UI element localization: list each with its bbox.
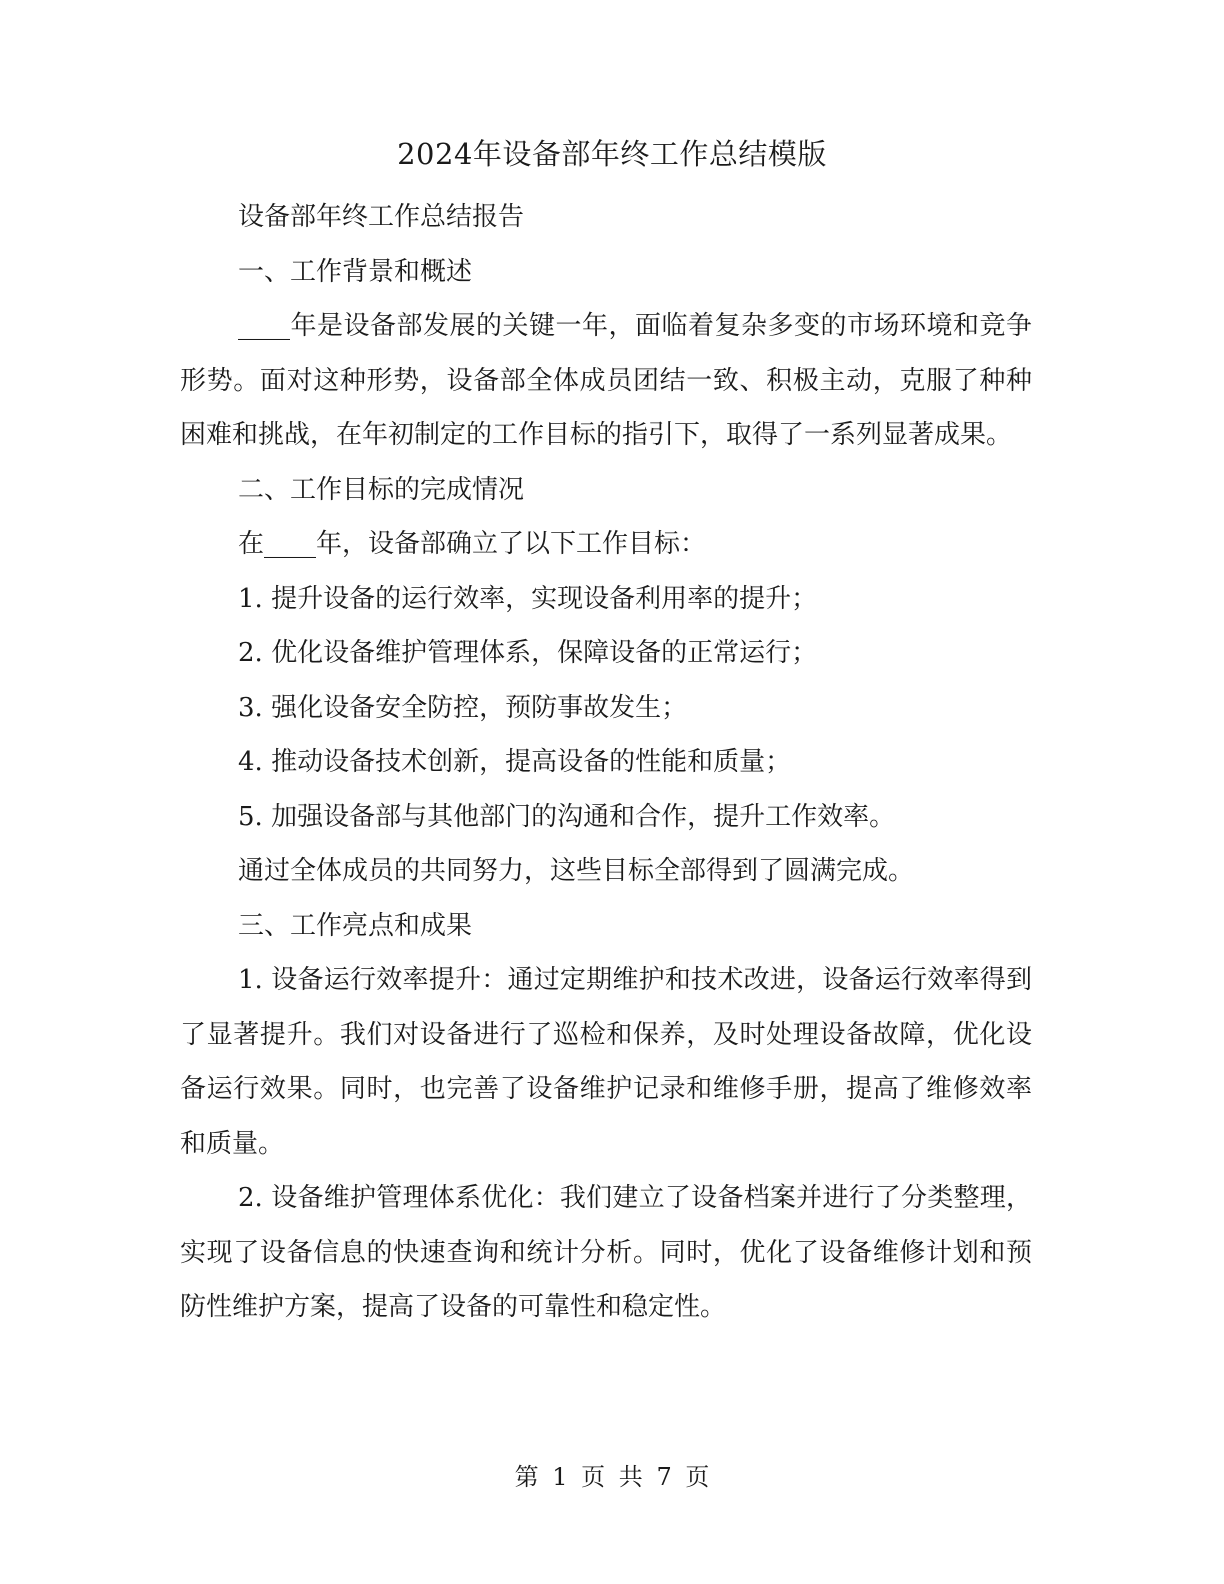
paragraph-goals-summary: 通过全体成员的共同努力，这些目标全部得到了圆满完成。	[238, 856, 915, 886]
paragraph-goals-intro: 在____年，设备部确立了以下工作目标：	[238, 529, 707, 559]
paragraph-background: ____年是设备部发展的关键一年，面临着复杂多变的市场环境和竞争形势。面对这种形势，设备部全体成员团结一致、积极主动，克服了种种困难和挑战，在年初制定的工作目标的指引下，取得了一系列显著成果。	[180, 311, 1032, 450]
goal-item-1: 1. 提升设备的运行效率，实现设备利用率的提升；	[238, 583, 818, 614]
highlight-item-1: 1. 设备运行效率提升：通过定期维护和技术改进，设备运行效率得到了显著提升。我们对设备进行了巡检和保养，及时处理设备故障，优化设备运行效果。同时，也完善了设备维护记录和维修手册，提高了维修效率和质量。	[180, 965, 1032, 1159]
document-body	[180, 190, 1032, 1335]
goal-item-3: 3. 强化设备安全防控，预防事故发生；	[238, 692, 688, 723]
section-heading-background: 一、工作背景和概述	[238, 256, 473, 287]
report-heading: 设备部年终工作总结报告	[238, 202, 525, 232]
section-heading-highlights: 三、工作亮点和成果	[238, 910, 473, 941]
page-footer: 第 1 页 共 7 页	[514, 1463, 710, 1491]
document-title: 2024年设备部年终工作总结模版	[397, 137, 827, 171]
goal-item-5: 5. 加强设备部与其他部门的沟通和合作，提升工作效率。	[238, 801, 896, 832]
highlight-item-2: 2. 设备维护管理体系优化：我们建立了设备档案并进行了分类整理，实现了设备信息的快速查询和统计分析。同时，优化了设备维修计划和预防性维护方案，提高了设备的可靠性和稳定性。	[180, 1183, 1032, 1322]
section-heading-goals: 二、工作目标的完成情况	[238, 474, 525, 505]
goal-item-4: 4. 推动设备技术创新，提高设备的性能和质量；	[238, 747, 792, 777]
goal-item-2: 2. 优化设备维护管理体系，保障设备的正常运行；	[238, 638, 818, 668]
